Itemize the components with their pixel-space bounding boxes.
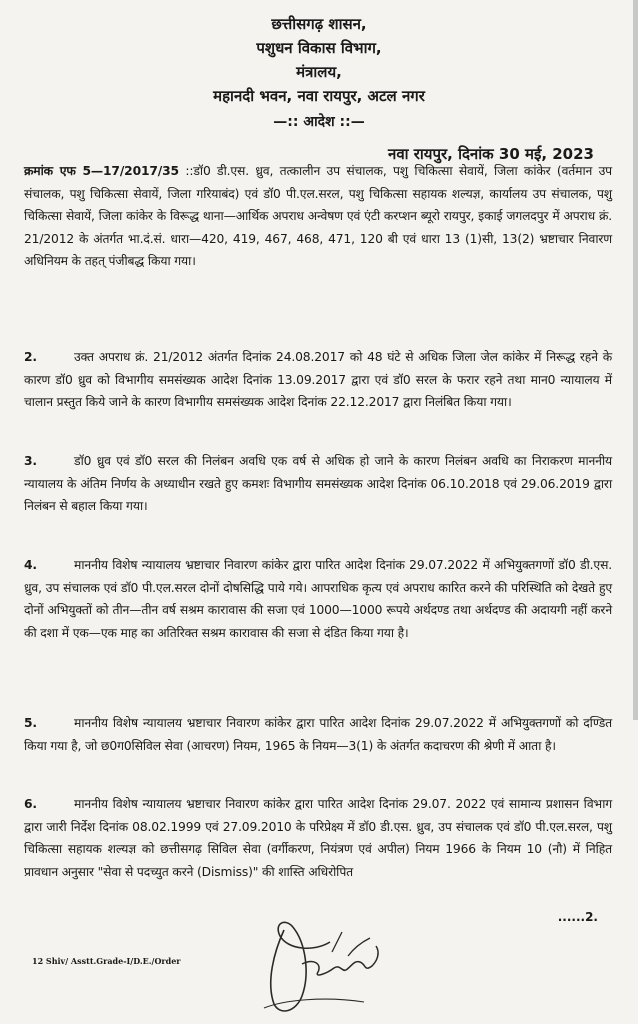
paragraph-number: 3. <box>24 454 37 468</box>
paragraph-text: डॉ0 ध्रुव एवं डॉ0 सरल की निलंबन अवधि एक वर्ष से अधिक हो जाने के कारण निलंबन अवधि का निराकरण माननीय न्यायालय के अंतिम निर्णय के अध्याधीन रखते हुए कमशः विभागीय समसंख्यक आदेश दिनांक 06.10.2018 एवं 29.06.2019 द्वारा निलंबन से बहाल किया गया। <box>24 454 612 513</box>
date-line: नवा रायपुर, दिनांक 30 मई, 2023 <box>388 145 594 163</box>
paragraph-number: 2. <box>24 350 37 364</box>
order-number: क्रमांक एफ 5—17/2017/35 <box>24 164 179 178</box>
paragraph-number: 4. <box>24 558 37 572</box>
paragraph-text: माननीय विशेष न्यायालय भ्रष्टाचार निवारण कांकेर द्वारा पारित आदेश दिनांक 29.07. 2022 एवं सामान्य प्रशासन विभाग द्वारा जारी निर्देश दिनांक 08.02.1999 एवं 27.09.2010 के परिप्रेक्ष्य में डॉ0 डी.एस. ध्रुव, उप संचालक एवं डॉ0 पी.एल.सरल, पशु चिकित्सा सहायक शल्यज्ञ को छत्तीसगढ़ सिविल सेवा (वर्गीकरण, नियंत्रण एवं अपील) नियम 1966 के नियम 10 (नौ) में निहित प्रावधान अनुसार "सेवा से पदच्युत करने (Dismiss)" की शास्ति अधिरोपित <box>24 797 612 879</box>
page-continuation-marker: ......2. <box>557 910 598 924</box>
footer-reference: 12 Shiv/ Asstt.Grade-I/D.E./Order <box>32 956 181 966</box>
paragraph-1 <box>24 160 612 273</box>
header-line-ministry: मंत्रालय, <box>296 63 342 81</box>
paragraph-number: 5. <box>24 716 37 730</box>
paragraph-text: ::डॉ0 डी.एस. ध्रुव, तत्कालीन उप संचालक, पशु चिकित्सा सेवायें, जिला कांकेर (वर्तमान उप संचालक, पशु चिकित्सा सेवायें, जिला गरियाबंद) एवं डॉ0 पी.एल.सरल, पशु चिकित्सा सहायक शल्यज्ञ, कार्यालय उप संचालक, पशु चिकित्सा सेवायें, जिला कांकेर के विरूद्ध थाना—आर्थिक अपराध अन्वेषण एवं एंटी करप्शन ब्यूरो रायपुर, इकाई जगलदपुर में अपराध क्रं. 21/2012 के अंतर्गत भा.दं.सं. धारा—420, 419, 467, 468, 471, 120 बी एवं धारा 13 (1)सी, 13(2) भ्रष्टाचार निवारण अधिनियम के तहत् पंजीबद्ध किया गया। <box>24 164 612 268</box>
header-line-address: महानदी भवन, नवा रायपुर, अटल नगर <box>213 87 425 105</box>
header-order-title: —:: आदेश ::— <box>273 114 365 130</box>
paragraph-text: माननीय विशेष न्यायालय भ्रष्टाचार निवारण कांकेर द्वारा पारित आदेश दिनांक 29.07.2022 में अभियुक्तगणों डॉ0 डी.एस. ध्रुव, उप संचालक एवं डॉ0 पी.एल.सरल दोनों दोषसिद्धि पाये गये। आपराधिक कृत्य एवं अपराध कारित करने की परिस्थिति को देखते हुए दोनों अभियुक्तों को तीन—तीन वर्ष सश्रम कारावास की सजा एवं 1000—1000 रूपये अर्थदण्ड तथा अर्थदण्ड की अदायगी नहीं करने की दशा में एक—एक माह का अतिरिक्त सश्रम कारावास की सजा से दंडित किया गया है। <box>24 558 612 640</box>
paragraph-text: माननीय विशेष न्यायालय भ्रष्टाचार निवारण कांकेर द्वारा पारित आदेश दिनांक 29.07.2022 में अभियुक्तगणों को दण्डित किया गया है, जो छ0ग0सिविल सेवा (आचरण) नियम, 1965 के नियम—3(1) के अंतर्गत कदाचरण की श्रेणी में आता है। <box>24 716 612 753</box>
paragraph-2 <box>24 346 612 414</box>
paragraph-5 <box>24 712 612 757</box>
paragraph-number: 6. <box>24 797 37 811</box>
header-line-govt: छत्तीसगढ़ शासन, <box>271 15 367 33</box>
paragraph-3 <box>24 450 612 518</box>
signature <box>244 912 394 1020</box>
header-line-department: पशुधन विकास विभाग, <box>256 39 382 57</box>
scrollbar[interactable] <box>633 0 638 720</box>
paragraph-6 <box>24 793 612 883</box>
paragraph-text: उक्त अपराध क्रं. 21/2012 अंतर्गत दिनांक 24.08.2017 को 48 घंटे से अधिक जिला जेल कांकेर में निरूद्ध रहने के कारण डॉ0 ध्रुव को विभागीय समसंख्यक आदेश दिनांक 13.09.2017 द्वारा एवं डॉ0 सरल के फरार रहने तथा मान0 न्यायालय में चालान प्रस्तुत किये जाने के कारण विभागीय समसंख्यक आदेश दिनांक 22.12.2017 द्वारा निलंबित किया गया। <box>24 350 612 409</box>
paragraph-4 <box>24 554 612 644</box>
